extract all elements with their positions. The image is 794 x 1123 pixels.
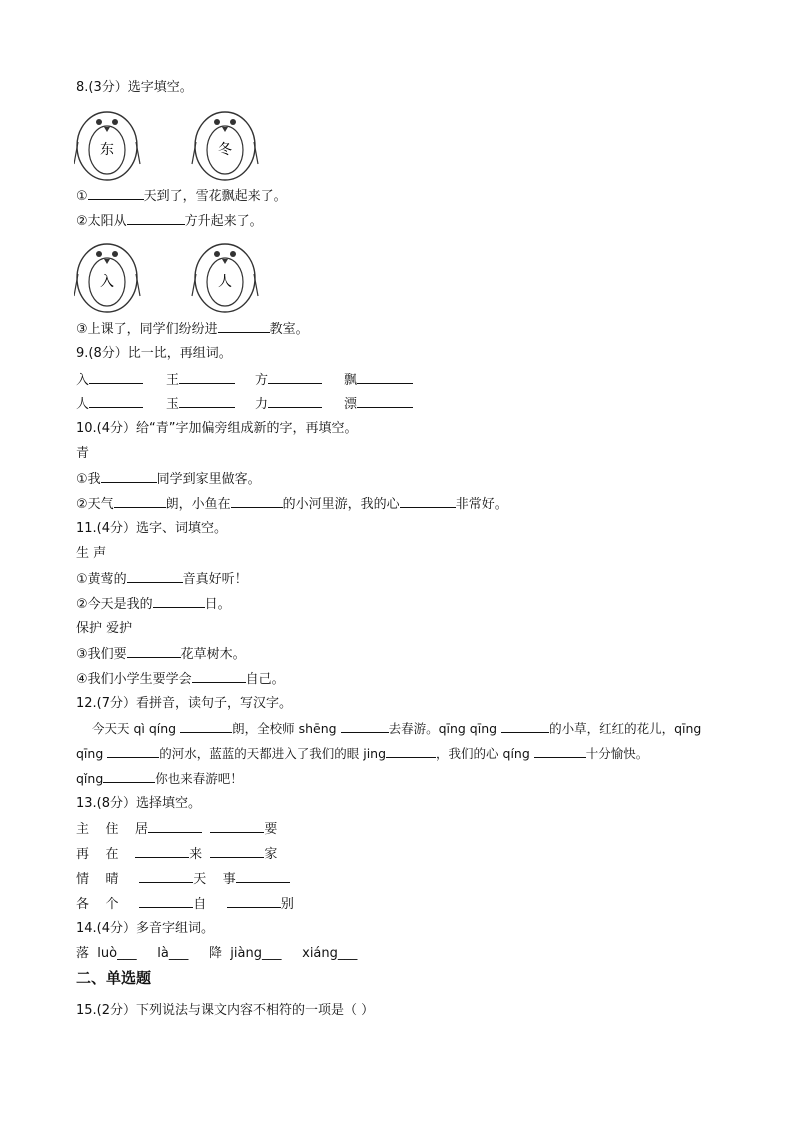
blank[interactable] [88, 188, 144, 200]
q11-s1: ①黄莺的 音真好听！ [76, 572, 248, 587]
q9-r2c2: 玉 [166, 396, 235, 413]
blank[interactable] [179, 372, 235, 384]
penguin-dong-east [74, 112, 140, 180]
q8-s1: ① 天到了，雪花飘起来了。 [76, 189, 287, 204]
q15-title: 15.(2分）下列说法与课文内容不相符的一项是（ ） [76, 1003, 375, 1018]
q11-s2: ②今天是我的 日。 [76, 597, 231, 612]
penguin-row-2 [74, 236, 264, 316]
q10-s2: ②天气 朗，小鱼在 的小河里游，我的心 非常好。 [76, 497, 508, 512]
blank[interactable] [101, 471, 157, 483]
q10-title: 10.(4分）给“青”字加偏旁组成新的字，再填空。 [76, 421, 358, 436]
q9-r2c1: 人 [76, 396, 143, 413]
blank[interactable] [231, 496, 283, 508]
blank[interactable] [218, 321, 270, 333]
q9-r1c2: 王 [166, 372, 235, 389]
blank[interactable] [268, 396, 322, 408]
q14-row: 落 luò___ là___ 降 jiàng___ xiáng___ [76, 946, 358, 961]
blank[interactable] [148, 821, 202, 833]
blank[interactable] [268, 372, 322, 384]
blank[interactable] [341, 721, 389, 733]
q10-char: 青 [76, 446, 90, 461]
blank[interactable] [135, 846, 189, 858]
blank[interactable] [179, 396, 235, 408]
blank[interactable] [501, 721, 549, 733]
q9-title: 9.(8分）比一比，再组词。 [76, 346, 232, 361]
q13-row4: 各 个 自 别 [76, 897, 294, 912]
blank[interactable] [357, 372, 413, 384]
q9-r1c1: 入 [76, 372, 143, 389]
q11-words: 保护 爱护 [76, 621, 133, 636]
q12-line2: qīng 的河水，蓝蓝的天都进入了我们的眼 jing ，我们的心 qíng 十分愉快。 [76, 746, 649, 761]
blank[interactable] [127, 571, 183, 583]
blank[interactable] [107, 746, 159, 758]
penguin-char: 入 [100, 274, 114, 290]
blank[interactable] [192, 671, 246, 683]
blank[interactable] [153, 596, 205, 608]
penguin-char: 东 [100, 142, 114, 158]
q12-line1: 今天天 qì qíng 朗，全校师 shēng 去春游。qīng qīng 的小草，红红的花儿，qīng [92, 721, 702, 736]
q8-s2: ②太阳从 方升起来了。 [76, 214, 263, 229]
blank[interactable] [89, 372, 143, 384]
q13-row3: 情 晴 天 事 [76, 871, 290, 888]
q8-title: 8.(3分）选字填空。 [76, 80, 193, 95]
blank[interactable] [386, 746, 436, 758]
blank[interactable] [227, 896, 281, 908]
blank[interactable] [357, 396, 413, 408]
q11-s3: ③我们要 花草树木。 [76, 647, 246, 662]
penguin-ren-person [192, 244, 258, 312]
penguin-char: 人 [218, 274, 232, 290]
penguin-char: 冬 [218, 142, 232, 158]
q13-title: 13.(8分）选择填空。 [76, 796, 202, 811]
blank[interactable] [127, 213, 185, 225]
q8-s3: ③上课了，同学们纷纷进 教室。 [76, 322, 309, 337]
q13-row2: 再 在 来 家 [76, 847, 278, 862]
q11-chars: 生 声 [76, 546, 107, 561]
q11-s4: ④我们小学生要学会 自己。 [76, 672, 285, 687]
blank[interactable] [210, 846, 264, 858]
q11-title: 11.(4分）选字、词填空。 [76, 521, 228, 536]
blank[interactable] [127, 646, 181, 658]
blank[interactable] [210, 821, 264, 833]
q12-title: 12.(7分）看拼音，读句子，写汉字。 [76, 696, 293, 711]
blank[interactable] [89, 396, 143, 408]
section-title: 二、单选题 [76, 969, 152, 987]
blank[interactable] [139, 871, 193, 883]
penguin-ru-enter [74, 244, 140, 312]
blank[interactable] [114, 496, 166, 508]
q13-row1: 主 住 居 要 [76, 822, 278, 837]
q9-r2c4: 漂 [344, 396, 413, 413]
blank[interactable] [236, 871, 290, 883]
q9-r1c4: 飘 [344, 372, 413, 389]
q9-r2c3: 力 [255, 396, 322, 413]
penguin-row-1 [74, 102, 264, 182]
penguin-dong-winter [192, 112, 258, 180]
blank[interactable] [400, 496, 456, 508]
blank[interactable] [534, 746, 586, 758]
blank[interactable] [139, 896, 193, 908]
q9-r1c3: 方 [255, 372, 322, 389]
q12-line3: qǐng 你也来春游吧！ [76, 771, 243, 786]
blank[interactable] [180, 721, 232, 733]
q14-title: 14.(4分）多音字组词。 [76, 921, 215, 936]
q10-s1: ①我 同学到家里做客。 [76, 472, 261, 487]
blank[interactable] [103, 771, 155, 783]
